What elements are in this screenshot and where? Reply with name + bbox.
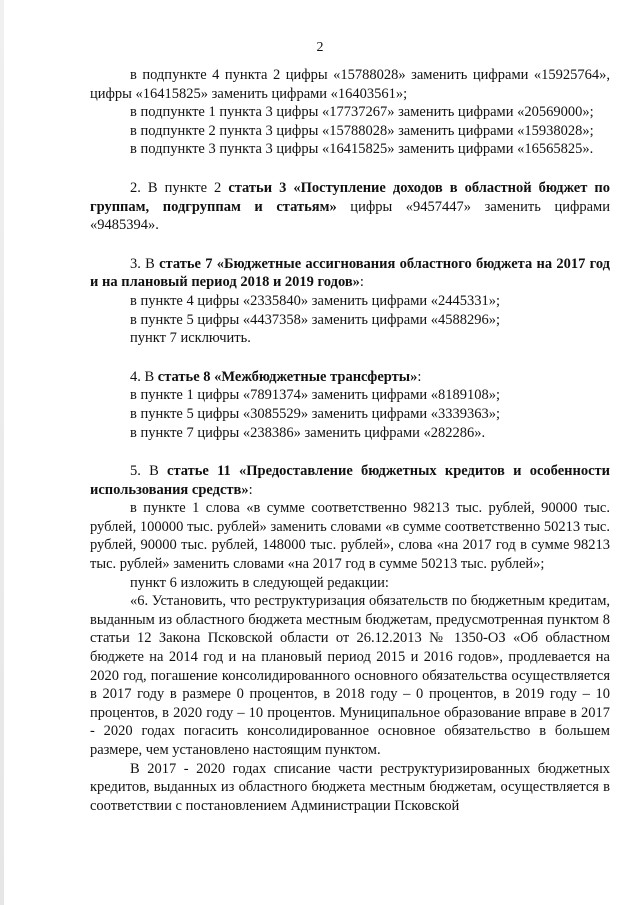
section-4-bold: статье 8 «Межбюджетные трансферты» bbox=[157, 368, 418, 385]
section-4 bbox=[90, 368, 610, 387]
paragraph: в подпункте 1 пункта 3 цифры «17737267» заменить цифрами «20569000»; bbox=[130, 104, 594, 121]
page-number: 2 bbox=[316, 40, 324, 55]
section-5-bold: статье 11 «Предоставление бюджетных кредитов и особенности использования средств» bbox=[90, 463, 611, 498]
scan-edge bbox=[0, 0, 4, 905]
paragraph: пункт 7 исключить. bbox=[130, 330, 251, 347]
section-4-post: : bbox=[417, 368, 422, 385]
paragraph: пункт 6 изложить в следующей редакции: bbox=[130, 574, 389, 591]
paragraph: в подпункте 2 пункта 3 цифры «15788028» заменить цифрами «15938028»; bbox=[130, 122, 594, 139]
paragraph: в пункте 7 цифры «238386» заменить цифрами «282286». bbox=[130, 424, 486, 441]
paragraph: в пункте 5 цифры «4437358» заменить цифрами «4588296»; bbox=[130, 311, 501, 328]
document-body bbox=[90, 66, 610, 815]
section-3-pre: 3. В bbox=[130, 255, 160, 272]
paragraph: в пункте 4 цифры «2335840» заменить цифрами «2445331»; bbox=[130, 292, 501, 309]
section-2-pre: 2. В пункте 2 bbox=[130, 179, 229, 196]
paragraph: в пункте 1 слова «в сумме соответственно 98213 тыс. рублей, 90000 тыс. рублей, 100000 тыс. рублей» заменить словами «в сумме соответственно 50213 тыс. рублей, 90000 тыс. рублей, 148000 тыс. рублей», слова «на 2017 год в сумме 98213 тыс. рублей» заменить словами «на 2017 год в сумме 50213 тыс. рублей»; bbox=[90, 500, 610, 573]
paragraph: В 2017 - 2020 годах списание части реструктуризированных бюджетных кредитов, выданных из областного бюджета местным бюджетам, осуществляется в соответствии с постановлением Администрации Псковской bbox=[90, 760, 610, 814]
section-2-bold: статьи 3 «Поступление доходов в областной бюджет по группам, подгруппам и статьям» bbox=[90, 179, 610, 215]
paragraph: в пункте 5 цифры «3085529» заменить цифрами «3339363»; bbox=[130, 405, 501, 422]
section-3-bold: статье 7 «Бюджетные ассигнования областного бюджета на 2017 год и на плановый период 2018 и 2019 годов» bbox=[90, 255, 610, 291]
section-3-post: : bbox=[359, 274, 364, 291]
quoted-paragraph: «6. Установить, что реструктуризация обязательств по бюджетным кредитам, выданным из областного бюджета местным бюджетам, предусмотренная пунктом 8 статьи 12 Закона Псковской области от 26.12.2013 № 1350-ОЗ «Об областном бюджете на 2014 год и на плановый период 2015 и 2016 годов», продлевается на 2020 год, погашение консолидированного основного обязательства осуществляется в 2017 году в размере 0 процентов, в 2018 году – 0 процентов, в 2019 году – 10 процентов, в 2020 году – 10 процентов. Муниципальное образование вправе в 2017 - 2020 годах погасить консолидированное основное обязательство в большем размере, чем установлено настоящим пунктом. bbox=[90, 593, 610, 758]
paragraph: в подпункте 3 пункта 3 цифры «16415825» заменить цифрами «16565825». bbox=[130, 141, 594, 158]
section-3 bbox=[90, 255, 610, 292]
section-5-pre: 5. В bbox=[130, 463, 168, 480]
paragraph: в пункте 1 цифры «7891374» заменить цифрами «8189108»; bbox=[130, 387, 501, 404]
paragraph: в подпункте 4 пункта 2 цифры «15788028» заменить цифрами «15925764», цифры «16415825» заменить цифрами «16403561»; bbox=[90, 67, 610, 102]
section-2 bbox=[90, 179, 610, 235]
section-5-post: : bbox=[248, 481, 253, 498]
section-4-pre: 4. В bbox=[130, 368, 158, 385]
section-5 bbox=[90, 462, 610, 499]
section-2-post: цифры «9457447» заменить цифрами «9485394». bbox=[90, 198, 610, 234]
